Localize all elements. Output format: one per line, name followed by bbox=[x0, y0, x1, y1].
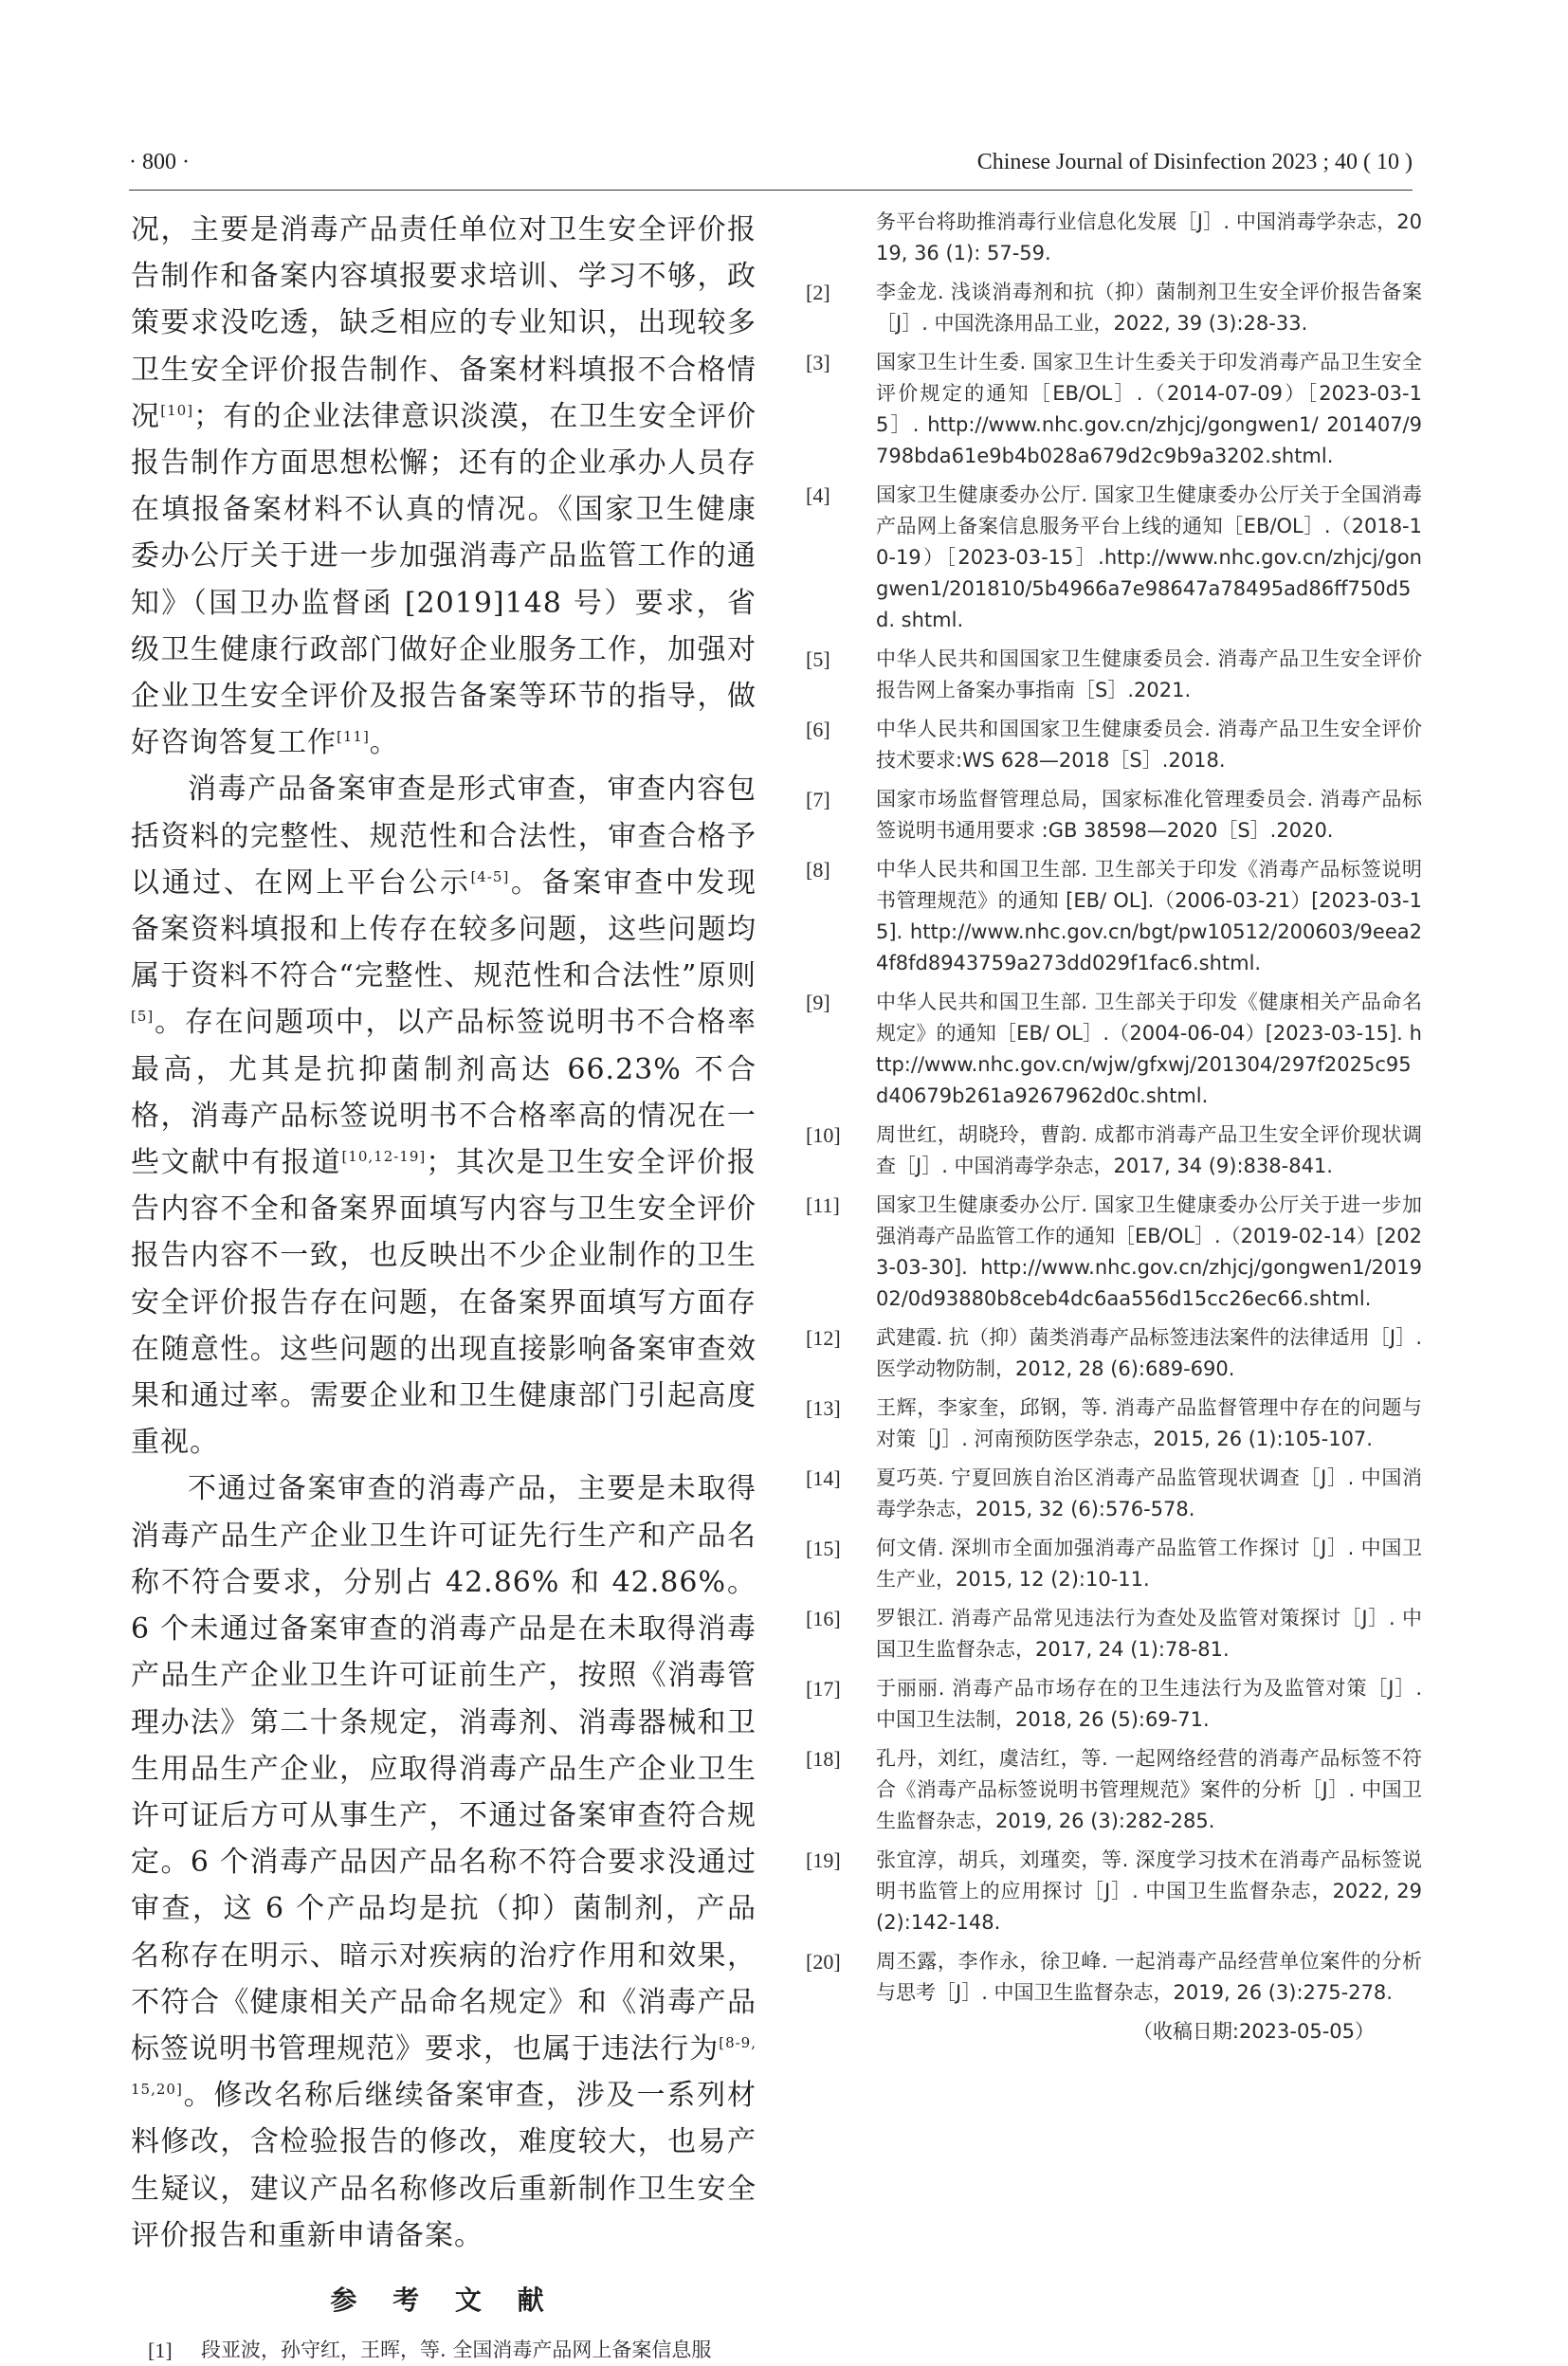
paragraph-text: 。 bbox=[369, 726, 399, 760]
reference-number: [17] bbox=[806, 1677, 841, 1701]
citation-link[interactable]: [11] bbox=[337, 728, 370, 746]
reference-item bbox=[806, 347, 1422, 472]
reference-item bbox=[806, 714, 1422, 776]
reference-text: 罗银江. 消毒产品常见违法行为查处及监管对策探讨［J］. 中国卫生监督杂志，2017, 24 (1):78-81. bbox=[876, 1607, 1422, 1661]
reference-item bbox=[806, 1603, 1422, 1665]
reference-number: [16] bbox=[806, 1607, 841, 1630]
body-paragraph-1 bbox=[131, 207, 757, 766]
header-rule bbox=[129, 190, 1413, 191]
reference-item-1-continued: 务平台将助推消毒行业信息化发展［J］. 中国消毒学杂志，2019, 36 (1): 57-59. bbox=[876, 210, 1422, 264]
reference-number: [15] bbox=[806, 1537, 841, 1560]
reference-text: 国家市场监督管理总局，国家标准化管理委员会. 消毒产品标签说明书通用要求 :GB 38598—2020［S］.2020. bbox=[876, 788, 1422, 842]
citation-link[interactable]: [10,12-19] bbox=[341, 1148, 427, 1166]
body-paragraph-3 bbox=[131, 1465, 757, 2258]
reference-item bbox=[806, 854, 1422, 979]
reference-number: [12] bbox=[806, 1326, 841, 1350]
reference-text[interactable]: 国家卫生计生委. 国家卫生计生委关于印发消毒产品卫生安全评价规定的通知［EB/OL］.（2014-07-09）［2023-03-15］. http://www.nhc.gov.cn/zhjcj/gongwen1/ 201407/9798bda61e9b4b028a679d2c9b9a3202.shtml. bbox=[876, 351, 1422, 467]
paragraph-text: 不通过备案审查的消毒产品，主要是未取得消毒产品生产企业卫生许可证先行生产和产品名称不符合要求，分别占 42.86% 和 42.86%。6 个未通过备案审查的消毒产品是在未取得消毒产品生产企业卫生许可证前生产，按照《消毒管理办法》第二十条规定，消毒剂、消毒器械和卫生用品生产企业，应取得消毒产品生产企业卫生许可证后方可从事生产，不通过备案审查符合规定。6 个消毒产品因产品名称不符合要求没通过审查，这 6 个产品均是抗（抑）菌制剂，产品名称存在明示、暗示对疾病的治疗作用和效果，不符合《健康相关产品命名规定》和《消毒产品标签说明书管理规范》要求，也属于违法行为 bbox=[131, 1472, 757, 2066]
reference-item bbox=[806, 644, 1422, 706]
reference-number: [10] bbox=[806, 1123, 841, 1147]
reference-number: [11] bbox=[806, 1193, 840, 1217]
reference-item bbox=[806, 1322, 1422, 1385]
citation-link[interactable]: [5] bbox=[131, 1008, 155, 1026]
reference-item bbox=[806, 1190, 1422, 1315]
reference-number: [7] bbox=[806, 788, 830, 811]
paragraph-text: 。存在问题项中，以产品标签说明书不合格率最高，尤其是抗抑菌制剂高达 66.23% 不合格，消毒产品标签说明书不合格率高的情况在一些文献中有报道 bbox=[131, 1006, 757, 1180]
reference-number: [3] bbox=[806, 351, 830, 374]
page-number: · 800 · bbox=[129, 150, 190, 174]
reference-text: 夏巧英. 宁夏回族自治区消毒产品监管现状调查［J］. 中国消毒学杂志，2015, 32 (6):576-578. bbox=[876, 1466, 1422, 1520]
reference-text: 何文倩. 深圳市全面加强消毒产品监管工作探讨［J］. 中国卫生产业，2015, 12 (2):10-11. bbox=[876, 1537, 1422, 1591]
reference-number: [9] bbox=[806, 991, 830, 1014]
paragraph-text: 。备案审查中发现备案资料填报和上传存在较多问题，这些问题均属于资料不符合“完整性、规范性和合法性”原则 bbox=[131, 865, 757, 993]
reference-number: [13] bbox=[806, 1396, 841, 1420]
reference-item bbox=[806, 1119, 1422, 1182]
reference-number: [14] bbox=[806, 1466, 841, 1490]
reference-item bbox=[806, 480, 1422, 636]
reference-text: 于丽丽. 消毒产品市场存在的卫生违法行为及监管对策［J］. 中国卫生法制，2018, 26 (5):69-71. bbox=[876, 1677, 1422, 1731]
reference-text: 段亚波，孙守红，王晖，等. 全国消毒产品网上备案信息服 bbox=[201, 2338, 712, 2361]
reference-number: [18] bbox=[806, 1747, 841, 1771]
reference-item bbox=[806, 1392, 1422, 1455]
reference-item bbox=[806, 1845, 1422, 1938]
paragraph-text: 。修改名称后继续备案审查，涉及一系列材料修改，含检验报告的修改，难度较大，也易产生疑议，建议产品名称修改后重新制作卫生安全评价报告和重新申请备案。 bbox=[131, 2079, 757, 2252]
reference-item bbox=[806, 1533, 1422, 1595]
right-column bbox=[806, 207, 1422, 2045]
paragraph-text: 况，主要是消毒产品责任单位对卫生安全评价报告制作和备案内容填报要求培训、学习不够，政策要求没吃透，缺乏相应的专业知识，出现较多卫生安全评价报告制作、备案材料填报不合格情况 bbox=[131, 213, 757, 433]
reference-number: [5] bbox=[806, 647, 830, 671]
citation-link[interactable]: [4-5] bbox=[470, 867, 510, 885]
reference-item bbox=[806, 1946, 1422, 2009]
body-paragraph-2 bbox=[131, 766, 757, 1465]
left-column bbox=[131, 207, 757, 2366]
reference-number: [19] bbox=[806, 1848, 841, 1872]
paragraph-text: ；其次是卫生安全评价报告内容不全和备案界面填写内容与卫生安全评价报告内容不一致，也反映出不少企业制作的卫生安全评价报告存在问题，在备案界面填写方面存在随意性。这些问题的出现直接影响备案审查效果和通过率。需要企业和卫生健康部门引起高度重视。 bbox=[131, 1146, 757, 1460]
reference-item bbox=[806, 277, 1422, 339]
reference-text: 武建霞. 抗（抑）菌类消毒产品标签违法案件的法律适用［J］. 医学动物防制，2012, 28 (6):689-690. bbox=[876, 1326, 1422, 1380]
reference-number: [20] bbox=[806, 1950, 841, 1974]
citation-link[interactable]: [8-9, 15,20] bbox=[131, 2033, 757, 2099]
reference-number: [4] bbox=[806, 483, 830, 507]
reference-text: 周世红，胡晓玲，曹韵. 成都市消毒产品卫生安全评价现状调查［J］. 中国消毒学杂志，2017, 34 (9):838-841. bbox=[876, 1123, 1422, 1177]
reference-text: 中华人民共和国国家卫生健康委员会. 消毒产品卫生安全评价报告网上备案办事指南［S］.2021. bbox=[876, 647, 1422, 701]
references-heading: 参 考 文 献 bbox=[330, 2284, 557, 2316]
reference-text[interactable]: 国家卫生健康委办公厅. 国家卫生健康委办公厅关于全国消毒产品网上备案信息服务平台上线的通知［EB/OL］.（2018-10-19）［2023-03-15］.http://www.nhc.gov.cn/zhjcj/gongwen1/201810/5b4966a7e98647a78495ad86ff750d5d. shtml. bbox=[876, 483, 1422, 631]
reference-text: 张宜淳，胡兵，刘瑾奕，等. 深度学习技术在消毒产品标签说明书监管上的应用探讨［J］. 中国卫生监督杂志，2022, 29 (2):142-148. bbox=[876, 1848, 1422, 1934]
received-date: （收稿日期:2023-05-05） bbox=[1132, 2020, 1375, 2043]
reference-item bbox=[806, 1463, 1422, 1525]
reference-number: [8] bbox=[806, 858, 830, 882]
journal-running-header: Chinese Journal of Disinfection 2023 ; 40 ( 10 ) bbox=[976, 150, 1413, 174]
reference-item bbox=[806, 1743, 1422, 1837]
reference-text: 王辉，李家奎，邱钢，等. 消毒产品监督管理中存在的问题与对策［J］. 河南预防医学杂志，2015, 26 (1):105-107. bbox=[876, 1396, 1422, 1450]
reference-text[interactable]: 国家卫生健康委办公厅. 国家卫生健康委办公厅关于进一步加强消毒产品监管工作的通知［EB/OL］.（2019-02-14）[2023-03-30]. http://www.nhc.gov.cn/zhjcj/gongwen1/201902/0d93880b8ceb4dc6aa556d15cc26ec66.shtml. bbox=[876, 1193, 1422, 1310]
reference-text: 中华人民共和国国家卫生健康委员会. 消毒产品卫生安全评价技术要求:WS 628—2018［S］.2018. bbox=[876, 718, 1422, 772]
reference-text: 李金龙. 浅谈消毒剂和抗（抑）菌制剂卫生安全评价报告备案［J］. 中国洗涤用品工业，2022, 39 (3):28-33. bbox=[876, 281, 1422, 335]
paragraph-text: 消毒产品备案审查是形式审查，审查内容包括资料的完整性、规范性和合法性，审查合格予以通过、在网上平台公示 bbox=[131, 773, 757, 900]
reference-number: [2] bbox=[806, 281, 830, 304]
reference-number: [1] bbox=[148, 2338, 173, 2362]
reference-text: 周丕露，李作永，徐卫峰. 一起消毒产品经营单位案件的分析与思考［J］. 中国卫生监督杂志，2019, 26 (3):275-278. bbox=[876, 1950, 1422, 2004]
reference-item bbox=[806, 1673, 1422, 1736]
reference-text[interactable]: 中华人民共和国卫生部. 卫生部关于印发《健康相关产品命名规定》的通知［EB/ OL］.（2004-06-04）[2023-03-15]. http://www.nhc.gov.cn/wjw/gfxwj/201304/297f2025c95d40679b261a9267962d0c.shtml. bbox=[876, 991, 1422, 1107]
reference-text[interactable]: 中华人民共和国卫生部. 卫生部关于印发《消毒产品标签说明书管理规范》的通知 [EB/ OL].（2006-03-21）[2023-03-15]. http://www.nhc.gov.cn/bgt/pw10512/200603/9eea24f8fd8943759a273dd029f1fac6.shtml. bbox=[876, 858, 1422, 974]
reference-item bbox=[806, 784, 1422, 846]
reference-item bbox=[806, 987, 1422, 1112]
reference-text: 孔丹，刘红，虞洁红，等. 一起网络经营的消毒产品标签不符合《消毒产品标签说明书管理规范》案件的分析［J］. 中国卫生监督杂志，2019, 26 (3):282-285. bbox=[876, 1747, 1422, 1832]
reference-item-1 bbox=[131, 2335, 757, 2366]
paragraph-text: ；有的企业法律意识淡漠，在卫生安全评价报告制作方面思想松懈；还有的企业承办人员存在填报备案材料不认真的情况。《国家卫生健康委办公厅关于进一步加强消毒产品监管工作的通知》（国卫办监督函 [2019]148 号）要求，省级卫生健康行政部门做好企业服务工作，加强对企业卫生安全评价及报告备案等环节的指导，做好咨询答复工作 bbox=[131, 399, 757, 760]
reference-number: [6] bbox=[806, 718, 830, 741]
citation-link[interactable]: [10] bbox=[160, 401, 194, 419]
